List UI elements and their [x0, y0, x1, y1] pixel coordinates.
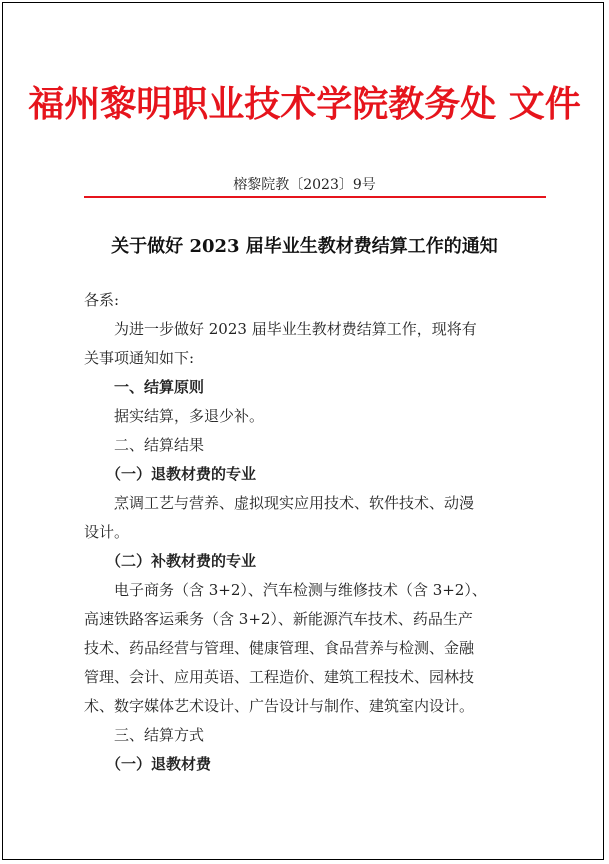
- subsection-2-heading: （二）补教材费的专业: [106, 552, 257, 570]
- subsection-2-line-5: 术、数字媒体艺术设计、广告设计与制作、建筑室内设计。: [84, 697, 475, 715]
- subsection-1-line-1: 烹调工艺与营养、虚拟现实应用技术、软件技术、动漫: [114, 494, 475, 512]
- subsection-2-line-2: 高速铁路客运乘务（含 3+2）、新能源汽车技术、药品生产: [84, 610, 473, 628]
- intro-line-2: 关事项通知如下:: [84, 349, 195, 367]
- subsection-2-line-1: 电子商务（含 3+2）、汽车检测与维修技术（含 3+2）、: [114, 581, 487, 599]
- subsection-2-line-4: 管理、会计、应用英语、工程造价、建筑工程技术、园林技: [84, 668, 475, 686]
- document-header-title: 福州黎明职业技术学院教务处 文件: [28, 84, 581, 125]
- section-3-heading: 三、结算方式: [114, 726, 205, 744]
- section-1-heading: 一、结算原则: [114, 378, 205, 396]
- subsection-1-heading: （一）退教材费的专业: [106, 465, 257, 483]
- subsection-1-line-2: 设计。: [84, 523, 130, 541]
- subsection-3-heading: （一）退教材费: [106, 755, 212, 773]
- notice-title: 关于做好 2023 届毕业生教材费结算工作的通知: [111, 236, 498, 257]
- salutation: 各系:: [84, 291, 120, 309]
- document-number: 榕黎院教〔2023〕9号: [233, 177, 376, 193]
- section-1-text: 据实结算，多退少补。: [114, 407, 265, 425]
- header-red-rule: [84, 196, 546, 198]
- intro-line-1: 为进一步做好 2023 届毕业生教材费结算工作，现将有: [114, 320, 477, 338]
- section-2-heading: 二、结算结果: [114, 436, 205, 454]
- notice-body: [84, 286, 524, 779]
- subsection-2-line-3: 技术、药品经营与管理、健康管理、食品营养与检测、金融: [84, 639, 475, 657]
